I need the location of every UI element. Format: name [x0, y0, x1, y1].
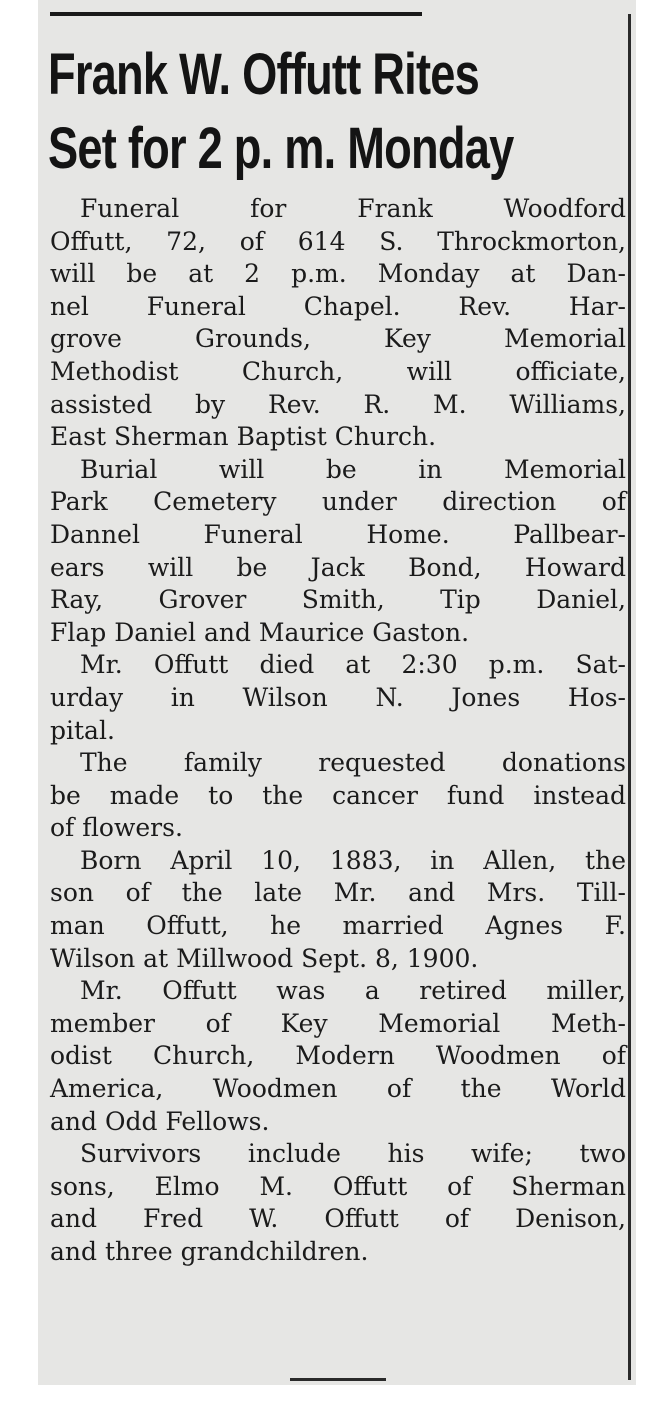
- article-line: member of Key Memorial Meth-: [50, 1008, 626, 1038]
- article-paragraph: [50, 649, 626, 747]
- article-line: Methodist Church, will officiate,: [50, 356, 626, 386]
- article-line: America, Woodmen of the World: [50, 1074, 626, 1104]
- article-line: Funeral for Frank Woodford: [80, 194, 626, 223]
- article-paragraph: [50, 193, 626, 454]
- article-line: sons, Elmo M. Offutt of Sherman: [50, 1171, 626, 1201]
- article-body: [50, 193, 626, 1269]
- article-line: East Sherman Baptist Church.: [50, 422, 437, 452]
- article-line: Survivors include his wife; two: [80, 1139, 626, 1169]
- article-line: and three grandchildren.: [50, 1237, 369, 1266]
- article-line: Burial will be in Memorial: [80, 454, 626, 484]
- article-paragraph: [50, 454, 626, 650]
- article-line: and Odd Fellows.: [50, 1106, 270, 1136]
- headline-line-1: Frank W. Offutt Rites: [48, 42, 480, 107]
- article-line: grove Grounds, Key Memorial: [50, 324, 626, 354]
- article-line: assisted by Rev. R. M. Williams,: [50, 389, 626, 419]
- article-line: will be at 2 p.m. Monday at Dan-: [50, 259, 626, 289]
- article-line: Wilson at Millwood Sept. 8, 1900.: [50, 943, 479, 973]
- article-line: Born April 10, 1883, in Allen, the: [80, 845, 626, 875]
- top-rule: [50, 12, 422, 16]
- article-paragraph: [50, 747, 626, 845]
- article-line: ears will be Jack Bond, Howard: [50, 552, 626, 582]
- article-line: son of the late Mr. and Mrs. Till-: [50, 878, 626, 908]
- article-line: man Offutt, he married Agnes F.: [50, 911, 626, 941]
- article-line: odist Church, Modern Woodmen of: [50, 1041, 626, 1071]
- headline: [48, 38, 514, 186]
- article-line: Flap Daniel and Maurice Gaston.: [50, 617, 470, 647]
- article-line: Dannel Funeral Home. Pallbear-: [50, 519, 626, 549]
- article-paragraph: [50, 1138, 626, 1268]
- article-line: urday in Wilson N. Jones Hos-: [50, 682, 626, 712]
- article-line: be made to the cancer fund instead: [50, 780, 626, 810]
- article-line: nel Funeral Chapel. Rev. Har-: [50, 291, 626, 321]
- article-line: Park Cemetery under direction of: [50, 487, 626, 517]
- article-line: Ray, Grover Smith, Tip Daniel,: [50, 585, 626, 615]
- article-line: Mr. Offutt was a retired miller,: [80, 976, 626, 1006]
- article-line: of flowers.: [50, 813, 183, 843]
- article-line: pital.: [50, 715, 115, 745]
- article-line: and Fred W. Offutt of Denison,: [50, 1204, 626, 1234]
- right-column-rule: [628, 14, 631, 1380]
- article-line: The family requested donations: [80, 748, 626, 778]
- article-paragraph: [50, 845, 626, 975]
- headline-line-2: Set for 2 p. m. Monday: [48, 116, 514, 181]
- bottom-rule: [290, 1378, 386, 1381]
- article-paragraph: [50, 975, 626, 1138]
- article-line: Offutt, 72, of 614 S. Throckmorton,: [50, 226, 626, 256]
- article-line: Mr. Offutt died at 2:30 p.m. Sat-: [80, 650, 626, 680]
